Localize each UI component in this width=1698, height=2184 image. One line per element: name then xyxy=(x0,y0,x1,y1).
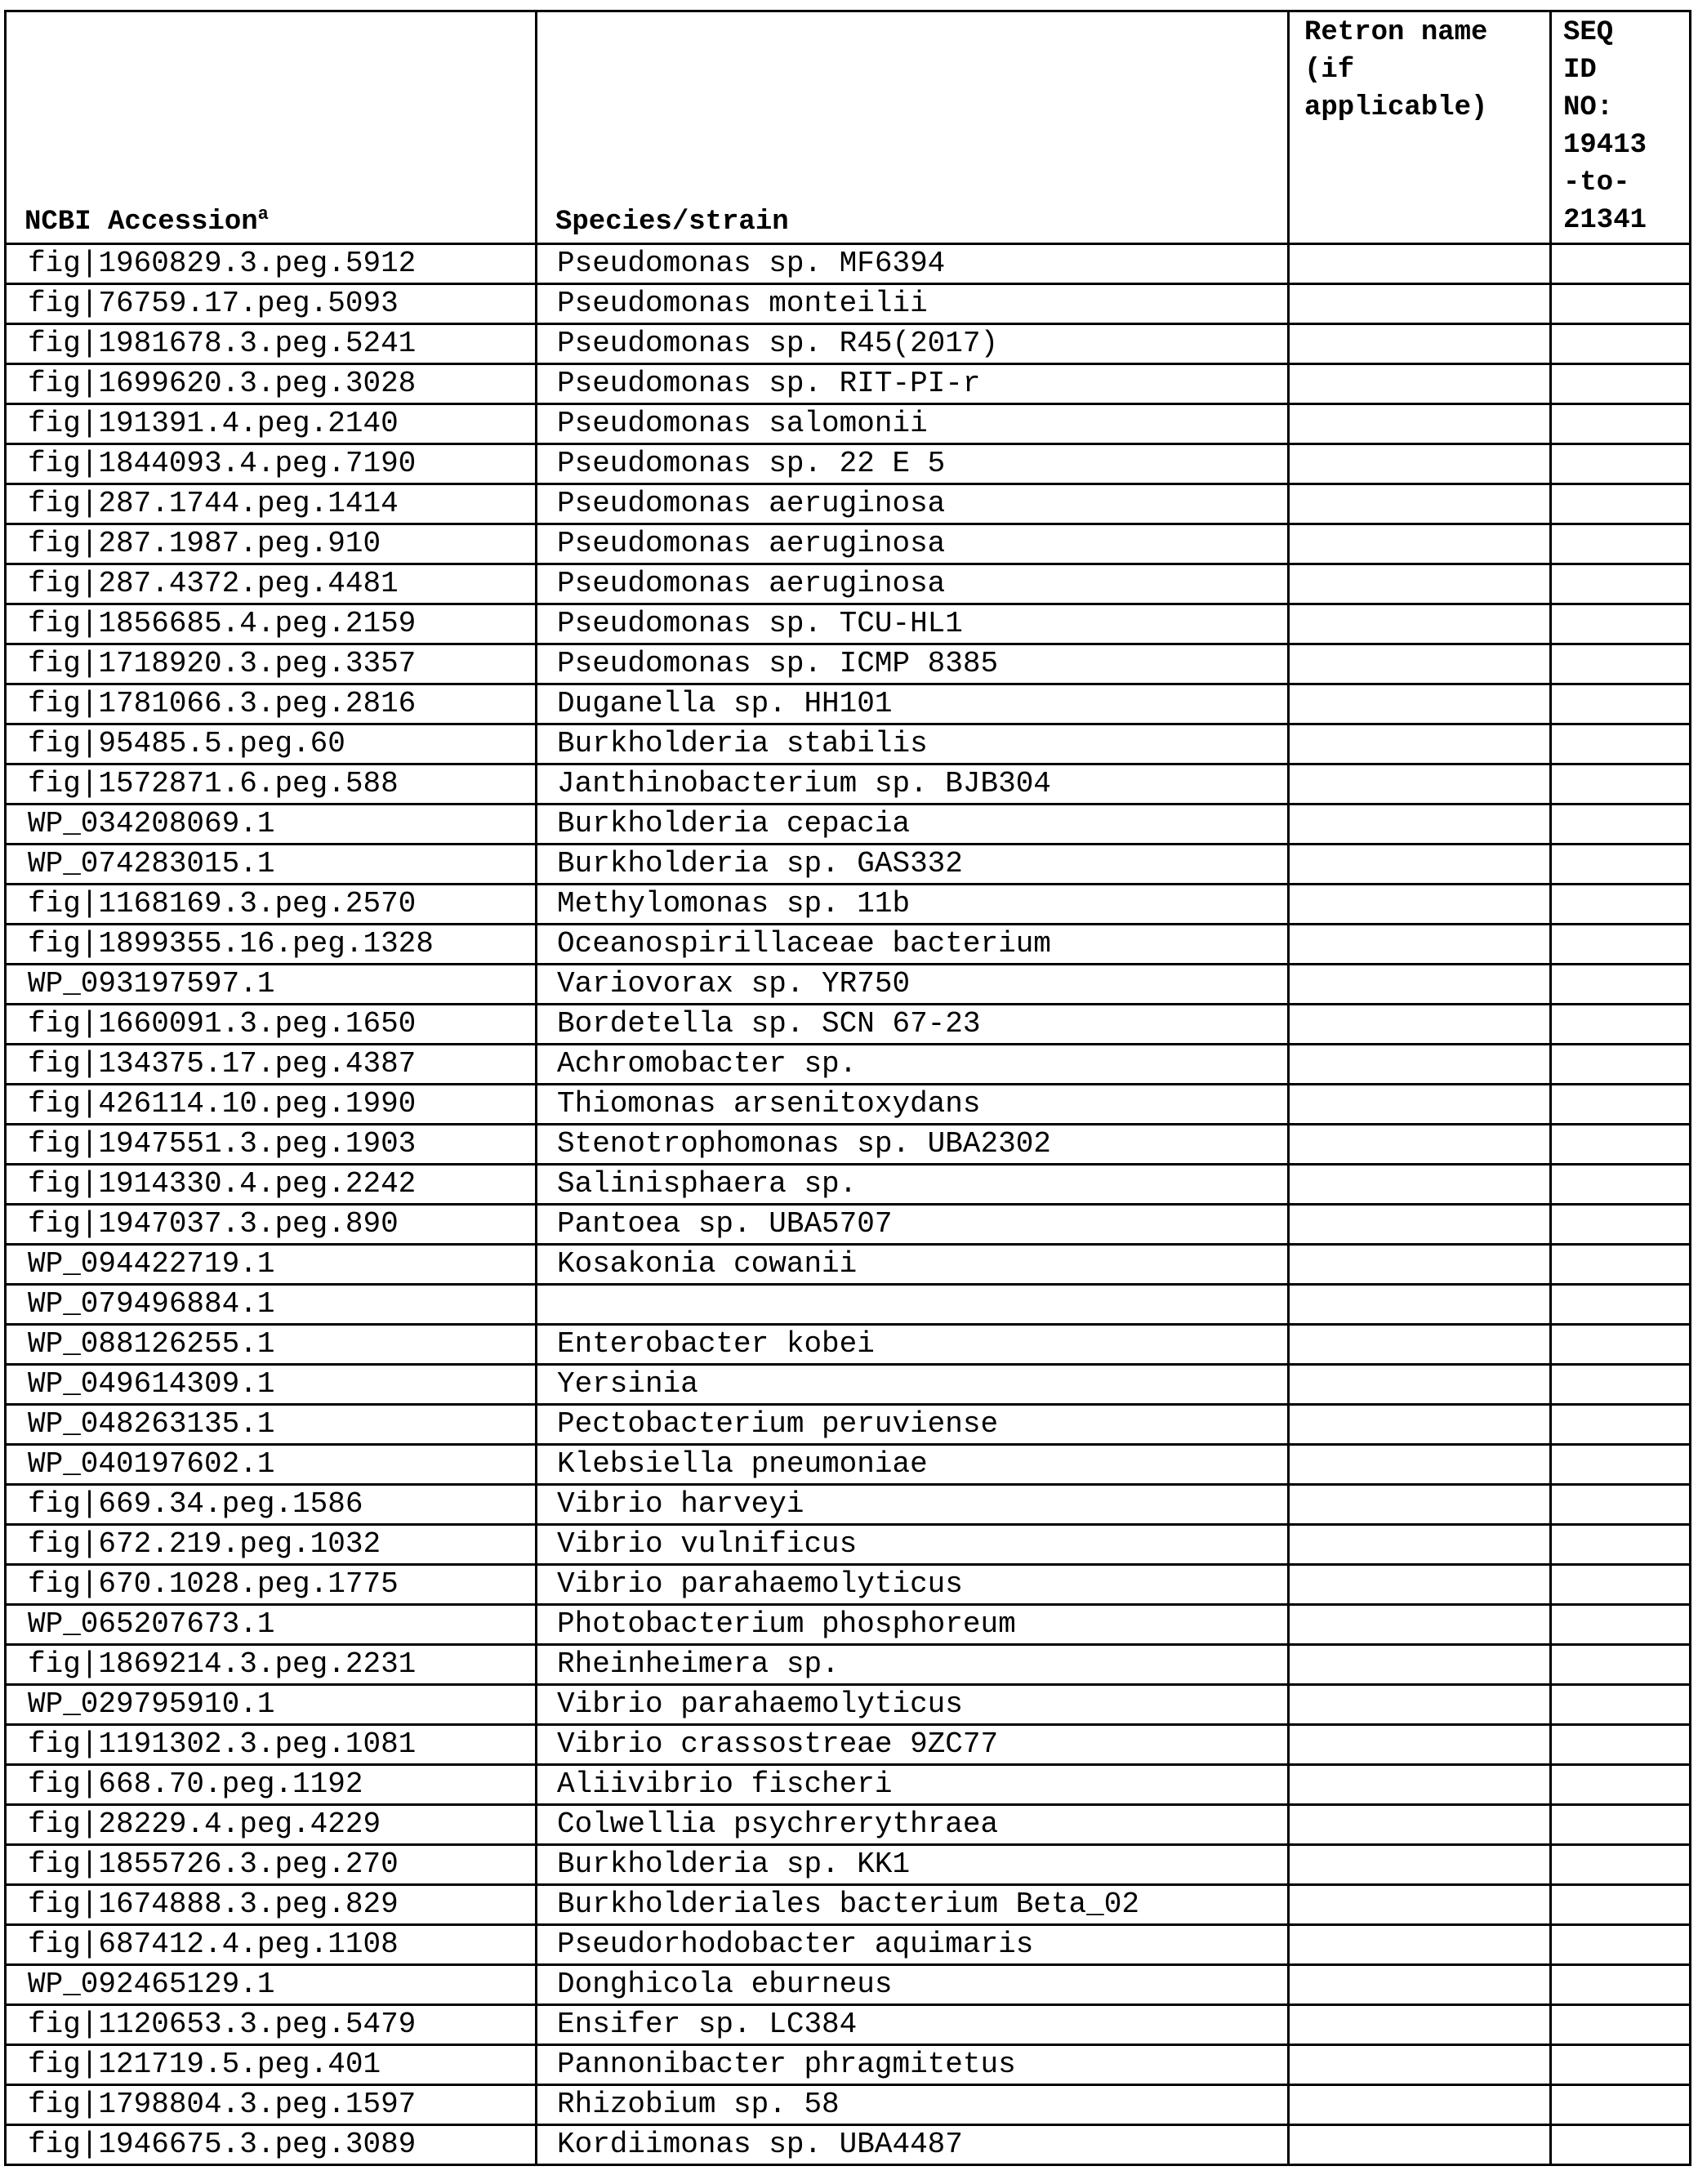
table-row xyxy=(6,484,1691,524)
seq-id-cell xyxy=(1551,564,1691,604)
retron-name-cell xyxy=(1289,484,1551,524)
species-cell: Enterobacter kobei xyxy=(537,1325,1289,1365)
retron-name-cell xyxy=(1289,1365,1551,1405)
seq-id-cell xyxy=(1551,684,1691,724)
seq-id-cell xyxy=(1551,1485,1691,1525)
species-cell: Burkholderia sp. GAS332 xyxy=(537,845,1289,885)
species-cell: Yersinia xyxy=(537,1365,1289,1405)
footnote-marker: a xyxy=(257,204,269,225)
retron-name-cell xyxy=(1289,1165,1551,1205)
species-cell: Ensifer sp. LC384 xyxy=(537,2005,1289,2045)
species-cell: Pseudomonas sp. RIT-PI-r xyxy=(537,364,1289,404)
retron-name-cell xyxy=(1289,1805,1551,1845)
table-row xyxy=(6,805,1691,845)
accession-cell: fig|1914330.4.peg.2242 xyxy=(6,1165,537,1205)
table-row xyxy=(6,1045,1691,1085)
retron-name-cell xyxy=(1289,2045,1551,2085)
species-cell: Kosakonia cowanii xyxy=(537,1245,1289,1285)
retron-name-cell xyxy=(1289,805,1551,845)
seq-id-cell xyxy=(1551,1845,1691,1885)
species-cell: Rhizobium sp. 58 xyxy=(537,2085,1289,2125)
retron-name-cell xyxy=(1289,324,1551,364)
species-cell: Bordetella sp. SCN 67-23 xyxy=(537,1005,1289,1045)
accession-cell: fig|1120653.3.peg.5479 xyxy=(6,2005,537,2045)
seq-id-cell xyxy=(1551,764,1691,805)
species-cell: Oceanospirillaceae bacterium xyxy=(537,925,1289,965)
species-cell: Aliivibrio fischeri xyxy=(537,1765,1289,1805)
retron-name-cell xyxy=(1289,1045,1551,1085)
retron-name-cell xyxy=(1289,244,1551,284)
accession-cell: fig|121719.5.peg.401 xyxy=(6,2045,537,2085)
seq-id-cell xyxy=(1551,1245,1691,1285)
table-row xyxy=(6,1485,1691,1525)
table-row xyxy=(6,1645,1691,1685)
table-row xyxy=(6,1925,1691,1965)
header-seq-id xyxy=(1551,11,1691,244)
retron-name-cell xyxy=(1289,404,1551,444)
retron-name-cell xyxy=(1289,965,1551,1005)
species-cell: Pectobacterium peruviense xyxy=(537,1405,1289,1445)
seq-id-cell xyxy=(1551,524,1691,564)
accession-cell: WP_065207673.1 xyxy=(6,1605,537,1645)
header-seq-line: ID xyxy=(1563,55,1597,86)
accession-cell: fig|1699620.3.peg.3028 xyxy=(6,364,537,404)
accession-cell: fig|672.219.peg.1032 xyxy=(6,1525,537,1565)
table-row xyxy=(6,1245,1691,1285)
retron-name-cell xyxy=(1289,1565,1551,1605)
header-retron-name xyxy=(1289,11,1551,244)
seq-id-cell xyxy=(1551,1925,1691,1965)
table-row xyxy=(6,2125,1691,2165)
accession-cell: fig|1674888.3.peg.829 xyxy=(6,1885,537,1925)
seq-id-cell xyxy=(1551,1045,1691,1085)
accession-cell: fig|95485.5.peg.60 xyxy=(6,724,537,764)
accession-cell: WP_034208069.1 xyxy=(6,805,537,845)
table-row xyxy=(6,1005,1691,1045)
table-row xyxy=(6,1565,1691,1605)
accession-cell: WP_079496884.1 xyxy=(6,1285,537,1325)
seq-id-cell xyxy=(1551,1645,1691,1685)
species-cell: Pseudomonas salomonii xyxy=(537,404,1289,444)
seq-id-cell xyxy=(1551,2005,1691,2045)
header-retron-line: (if xyxy=(1304,55,1355,86)
retron-name-cell xyxy=(1289,845,1551,885)
species-cell: Salinisphaera sp. xyxy=(537,1165,1289,1205)
retron-name-cell xyxy=(1289,1605,1551,1645)
table-row xyxy=(6,1765,1691,1805)
accession-cell: fig|1781066.3.peg.2816 xyxy=(6,684,537,724)
seq-id-cell xyxy=(1551,2045,1691,2085)
accession-cell: WP_040197602.1 xyxy=(6,1445,537,1485)
retron-name-cell xyxy=(1289,524,1551,564)
seq-id-cell xyxy=(1551,1405,1691,1445)
species-cell: Burkholderia sp. KK1 xyxy=(537,1845,1289,1885)
species-cell: Vibrio crassostreae 9ZC77 xyxy=(537,1725,1289,1765)
seq-id-cell xyxy=(1551,1965,1691,2005)
retron-name-cell xyxy=(1289,1765,1551,1805)
table-header-row xyxy=(6,11,1691,244)
seq-id-cell xyxy=(1551,1805,1691,1845)
header-seq-line: 21341 xyxy=(1563,205,1647,236)
accession-cell: WP_094422719.1 xyxy=(6,1245,537,1285)
species-cell: Variovorax sp. YR750 xyxy=(537,965,1289,1005)
table-row xyxy=(6,444,1691,484)
seq-id-cell xyxy=(1551,1445,1691,1485)
seq-id-cell xyxy=(1551,925,1691,965)
table-row xyxy=(6,2005,1691,2045)
accession-cell: WP_029795910.1 xyxy=(6,1685,537,1725)
table-row xyxy=(6,604,1691,644)
retron-name-cell xyxy=(1289,1725,1551,1765)
seq-id-cell xyxy=(1551,1325,1691,1365)
accession-cell: fig|76759.17.peg.5093 xyxy=(6,284,537,324)
table-row xyxy=(6,524,1691,564)
seq-id-cell xyxy=(1551,1765,1691,1805)
header-seq-line: NO: xyxy=(1563,92,1614,123)
accession-cell: fig|1718920.3.peg.3357 xyxy=(6,644,537,684)
seq-id-cell xyxy=(1551,1005,1691,1045)
species-cell: Pseudomonas aeruginosa xyxy=(537,564,1289,604)
header-retron-line: Retron name xyxy=(1304,17,1488,48)
retron-name-cell xyxy=(1289,885,1551,925)
accession-cell: fig|1660091.3.peg.1650 xyxy=(6,1005,537,1045)
accession-cell: WP_092465129.1 xyxy=(6,1965,537,2005)
table-row xyxy=(6,1885,1691,1925)
seq-id-cell xyxy=(1551,1085,1691,1125)
seq-id-cell xyxy=(1551,1605,1691,1645)
header-seq-line: 19413 xyxy=(1563,130,1647,161)
accession-cell: fig|426114.10.peg.1990 xyxy=(6,1085,537,1125)
retron-name-cell xyxy=(1289,1885,1551,1925)
retron-name-cell xyxy=(1289,764,1551,805)
retron-name-cell xyxy=(1289,1005,1551,1045)
table-row xyxy=(6,564,1691,604)
table-row xyxy=(6,1205,1691,1245)
accession-cell: WP_093197597.1 xyxy=(6,965,537,1005)
accession-cell: fig|1981678.3.peg.5241 xyxy=(6,324,537,364)
seq-id-cell xyxy=(1551,2085,1691,2125)
seq-id-cell xyxy=(1551,324,1691,364)
retron-name-cell xyxy=(1289,1965,1551,2005)
table-row xyxy=(6,1405,1691,1445)
retron-name-cell xyxy=(1289,1405,1551,1445)
seq-id-cell xyxy=(1551,1125,1691,1165)
species-cell: Vibrio parahaemolyticus xyxy=(537,1685,1289,1725)
retron-name-cell xyxy=(1289,284,1551,324)
retron-name-cell xyxy=(1289,1445,1551,1485)
retron-name-cell xyxy=(1289,1925,1551,1965)
species-cell: Klebsiella pneumoniae xyxy=(537,1445,1289,1485)
retron-name-cell xyxy=(1289,444,1551,484)
table-row xyxy=(6,684,1691,724)
table-row xyxy=(6,1845,1691,1885)
retron-name-cell xyxy=(1289,2005,1551,2045)
table-row xyxy=(6,1325,1691,1365)
accession-cell: WP_074283015.1 xyxy=(6,845,537,885)
species-cell: Donghicola eburneus xyxy=(537,1965,1289,2005)
accession-cell: fig|1899355.16.peg.1328 xyxy=(6,925,537,965)
retron-name-cell xyxy=(1289,1325,1551,1365)
retron-name-cell xyxy=(1289,604,1551,644)
species-cell: Pseudorhodobacter aquimaris xyxy=(537,1925,1289,1965)
seq-id-cell xyxy=(1551,1165,1691,1205)
species-cell: Thiomonas arsenitoxydans xyxy=(537,1085,1289,1125)
species-cell: Burkholderia stabilis xyxy=(537,724,1289,764)
table-row xyxy=(6,284,1691,324)
header-seq-line: -to- xyxy=(1563,167,1630,198)
table-row xyxy=(6,1525,1691,1565)
accession-cell: fig|191391.4.peg.2140 xyxy=(6,404,537,444)
species-cell: Pantoea sp. UBA5707 xyxy=(537,1205,1289,1245)
accession-cell: fig|1947037.3.peg.890 xyxy=(6,1205,537,1245)
table-row xyxy=(6,404,1691,444)
retron-name-cell xyxy=(1289,1205,1551,1245)
table-row xyxy=(6,1605,1691,1645)
species-cell: Photobacterium phosphoreum xyxy=(537,1605,1289,1645)
accession-cell: fig|1946675.3.peg.3089 xyxy=(6,2125,537,2165)
retron-name-cell xyxy=(1289,1845,1551,1885)
header-species-strain: Species/strain xyxy=(537,11,1289,244)
seq-id-cell xyxy=(1551,724,1691,764)
species-cell: Pseudomonas monteilii xyxy=(537,284,1289,324)
table-row xyxy=(6,965,1691,1005)
species-cell: Pannonibacter phragmitetus xyxy=(537,2045,1289,2085)
header-retron-line: applicable) xyxy=(1304,92,1488,123)
header-accession-label: NCBI Accession xyxy=(25,207,258,238)
retron-name-cell xyxy=(1289,644,1551,684)
table-row xyxy=(6,1725,1691,1765)
seq-id-cell xyxy=(1551,284,1691,324)
species-cell: Duganella sp. HH101 xyxy=(537,684,1289,724)
accession-cell: fig|1960829.3.peg.5912 xyxy=(6,244,537,284)
species-cell xyxy=(537,1285,1289,1325)
seq-id-cell xyxy=(1551,404,1691,444)
species-cell: Pseudomonas sp. R45(2017) xyxy=(537,324,1289,364)
seq-id-cell xyxy=(1551,364,1691,404)
species-cell: Kordiimonas sp. UBA4487 xyxy=(537,2125,1289,2165)
seq-id-cell xyxy=(1551,2125,1691,2165)
species-cell: Vibrio vulnificus xyxy=(537,1525,1289,1565)
retron-sequence-table xyxy=(4,10,1691,2166)
accession-cell: fig|1168169.3.peg.2570 xyxy=(6,885,537,925)
species-cell: Vibrio harveyi xyxy=(537,1485,1289,1525)
retron-name-cell xyxy=(1289,724,1551,764)
seq-id-cell xyxy=(1551,1205,1691,1245)
table-row xyxy=(6,324,1691,364)
seq-id-cell xyxy=(1551,1285,1691,1325)
table-row xyxy=(6,885,1691,925)
accession-cell: fig|1191302.3.peg.1081 xyxy=(6,1725,537,1765)
species-cell: Janthinobacterium sp. BJB304 xyxy=(537,764,1289,805)
table-row xyxy=(6,1085,1691,1125)
accession-cell: fig|134375.17.peg.4387 xyxy=(6,1045,537,1085)
table-row xyxy=(6,845,1691,885)
table-row xyxy=(6,1805,1691,1845)
seq-id-cell xyxy=(1551,484,1691,524)
accession-cell: WP_048263135.1 xyxy=(6,1405,537,1445)
accession-cell: WP_088126255.1 xyxy=(6,1325,537,1365)
table-row xyxy=(6,724,1691,764)
retron-name-cell xyxy=(1289,1085,1551,1125)
species-cell: Pseudomonas sp. ICMP 8385 xyxy=(537,644,1289,684)
accession-cell: fig|1856685.4.peg.2159 xyxy=(6,604,537,644)
table-row xyxy=(6,244,1691,284)
species-cell: Pseudomonas sp. MF6394 xyxy=(537,244,1289,284)
seq-id-cell xyxy=(1551,644,1691,684)
species-cell: Burkholderia cepacia xyxy=(537,805,1289,845)
species-cell: Pseudomonas aeruginosa xyxy=(537,524,1289,564)
seq-id-cell xyxy=(1551,244,1691,284)
header-seq-line: SEQ xyxy=(1563,17,1614,48)
table-row xyxy=(6,1125,1691,1165)
table-row xyxy=(6,764,1691,805)
accession-cell: WP_049614309.1 xyxy=(6,1365,537,1405)
accession-cell: fig|1947551.3.peg.1903 xyxy=(6,1125,537,1165)
accession-cell: fig|287.1987.peg.910 xyxy=(6,524,537,564)
table-row xyxy=(6,644,1691,684)
retron-name-cell xyxy=(1289,1485,1551,1525)
species-cell: Vibrio parahaemolyticus xyxy=(537,1565,1289,1605)
species-cell: Achromobacter sp. xyxy=(537,1045,1289,1085)
accession-cell: fig|668.70.peg.1192 xyxy=(6,1765,537,1805)
seq-id-cell xyxy=(1551,604,1691,644)
seq-id-cell xyxy=(1551,1565,1691,1605)
table-row xyxy=(6,1965,1691,2005)
seq-id-cell xyxy=(1551,1365,1691,1405)
seq-id-cell xyxy=(1551,444,1691,484)
species-cell: Pseudomonas sp. TCU-HL1 xyxy=(537,604,1289,644)
table-row xyxy=(6,1685,1691,1725)
retron-name-cell xyxy=(1289,364,1551,404)
table-row xyxy=(6,364,1691,404)
species-cell: Stenotrophomonas sp. UBA2302 xyxy=(537,1125,1289,1165)
accession-cell: fig|687412.4.peg.1108 xyxy=(6,1925,537,1965)
table-row xyxy=(6,925,1691,965)
table-row xyxy=(6,1445,1691,1485)
retron-name-cell xyxy=(1289,1125,1551,1165)
accession-cell: fig|1572871.6.peg.588 xyxy=(6,764,537,805)
seq-id-cell xyxy=(1551,805,1691,845)
retron-name-cell xyxy=(1289,1525,1551,1565)
table-row xyxy=(6,1365,1691,1405)
seq-id-cell xyxy=(1551,1685,1691,1725)
species-cell: Burkholderiales bacterium Beta_02 xyxy=(537,1885,1289,1925)
species-cell: Colwellia psychrerythraea xyxy=(537,1805,1289,1845)
retron-name-cell xyxy=(1289,925,1551,965)
accession-cell: fig|669.34.peg.1586 xyxy=(6,1485,537,1525)
table-row xyxy=(6,2045,1691,2085)
retron-name-cell xyxy=(1289,2085,1551,2125)
species-cell: Rheinheimera sp. xyxy=(537,1645,1289,1685)
accession-cell: fig|1844093.4.peg.7190 xyxy=(6,444,537,484)
species-cell: Pseudomonas sp. 22 E 5 xyxy=(537,444,1289,484)
retron-name-cell xyxy=(1289,684,1551,724)
accession-cell: fig|287.1744.peg.1414 xyxy=(6,484,537,524)
table-row xyxy=(6,2085,1691,2125)
table-body xyxy=(6,244,1691,2165)
seq-id-cell xyxy=(1551,1525,1691,1565)
species-cell: Methylomonas sp. 11b xyxy=(537,885,1289,925)
retron-name-cell xyxy=(1289,1285,1551,1325)
header-ncbi-accession xyxy=(6,11,537,244)
seq-id-cell xyxy=(1551,1725,1691,1765)
retron-name-cell xyxy=(1289,1685,1551,1725)
seq-id-cell xyxy=(1551,1885,1691,1925)
retron-name-cell xyxy=(1289,1645,1551,1685)
retron-name-cell xyxy=(1289,1245,1551,1285)
accession-cell: fig|670.1028.peg.1775 xyxy=(6,1565,537,1605)
table-row xyxy=(6,1285,1691,1325)
seq-id-cell xyxy=(1551,845,1691,885)
seq-id-cell xyxy=(1551,885,1691,925)
accession-cell: fig|1869214.3.peg.2231 xyxy=(6,1645,537,1685)
seq-id-cell xyxy=(1551,965,1691,1005)
accession-cell: fig|287.4372.peg.4481 xyxy=(6,564,537,604)
table-row xyxy=(6,1165,1691,1205)
retron-name-cell xyxy=(1289,564,1551,604)
accession-cell: fig|28229.4.peg.4229 xyxy=(6,1805,537,1845)
accession-cell: fig|1855726.3.peg.270 xyxy=(6,1845,537,1885)
retron-name-cell xyxy=(1289,2125,1551,2165)
accession-cell: fig|1798804.3.peg.1597 xyxy=(6,2085,537,2125)
species-cell: Pseudomonas aeruginosa xyxy=(537,484,1289,524)
